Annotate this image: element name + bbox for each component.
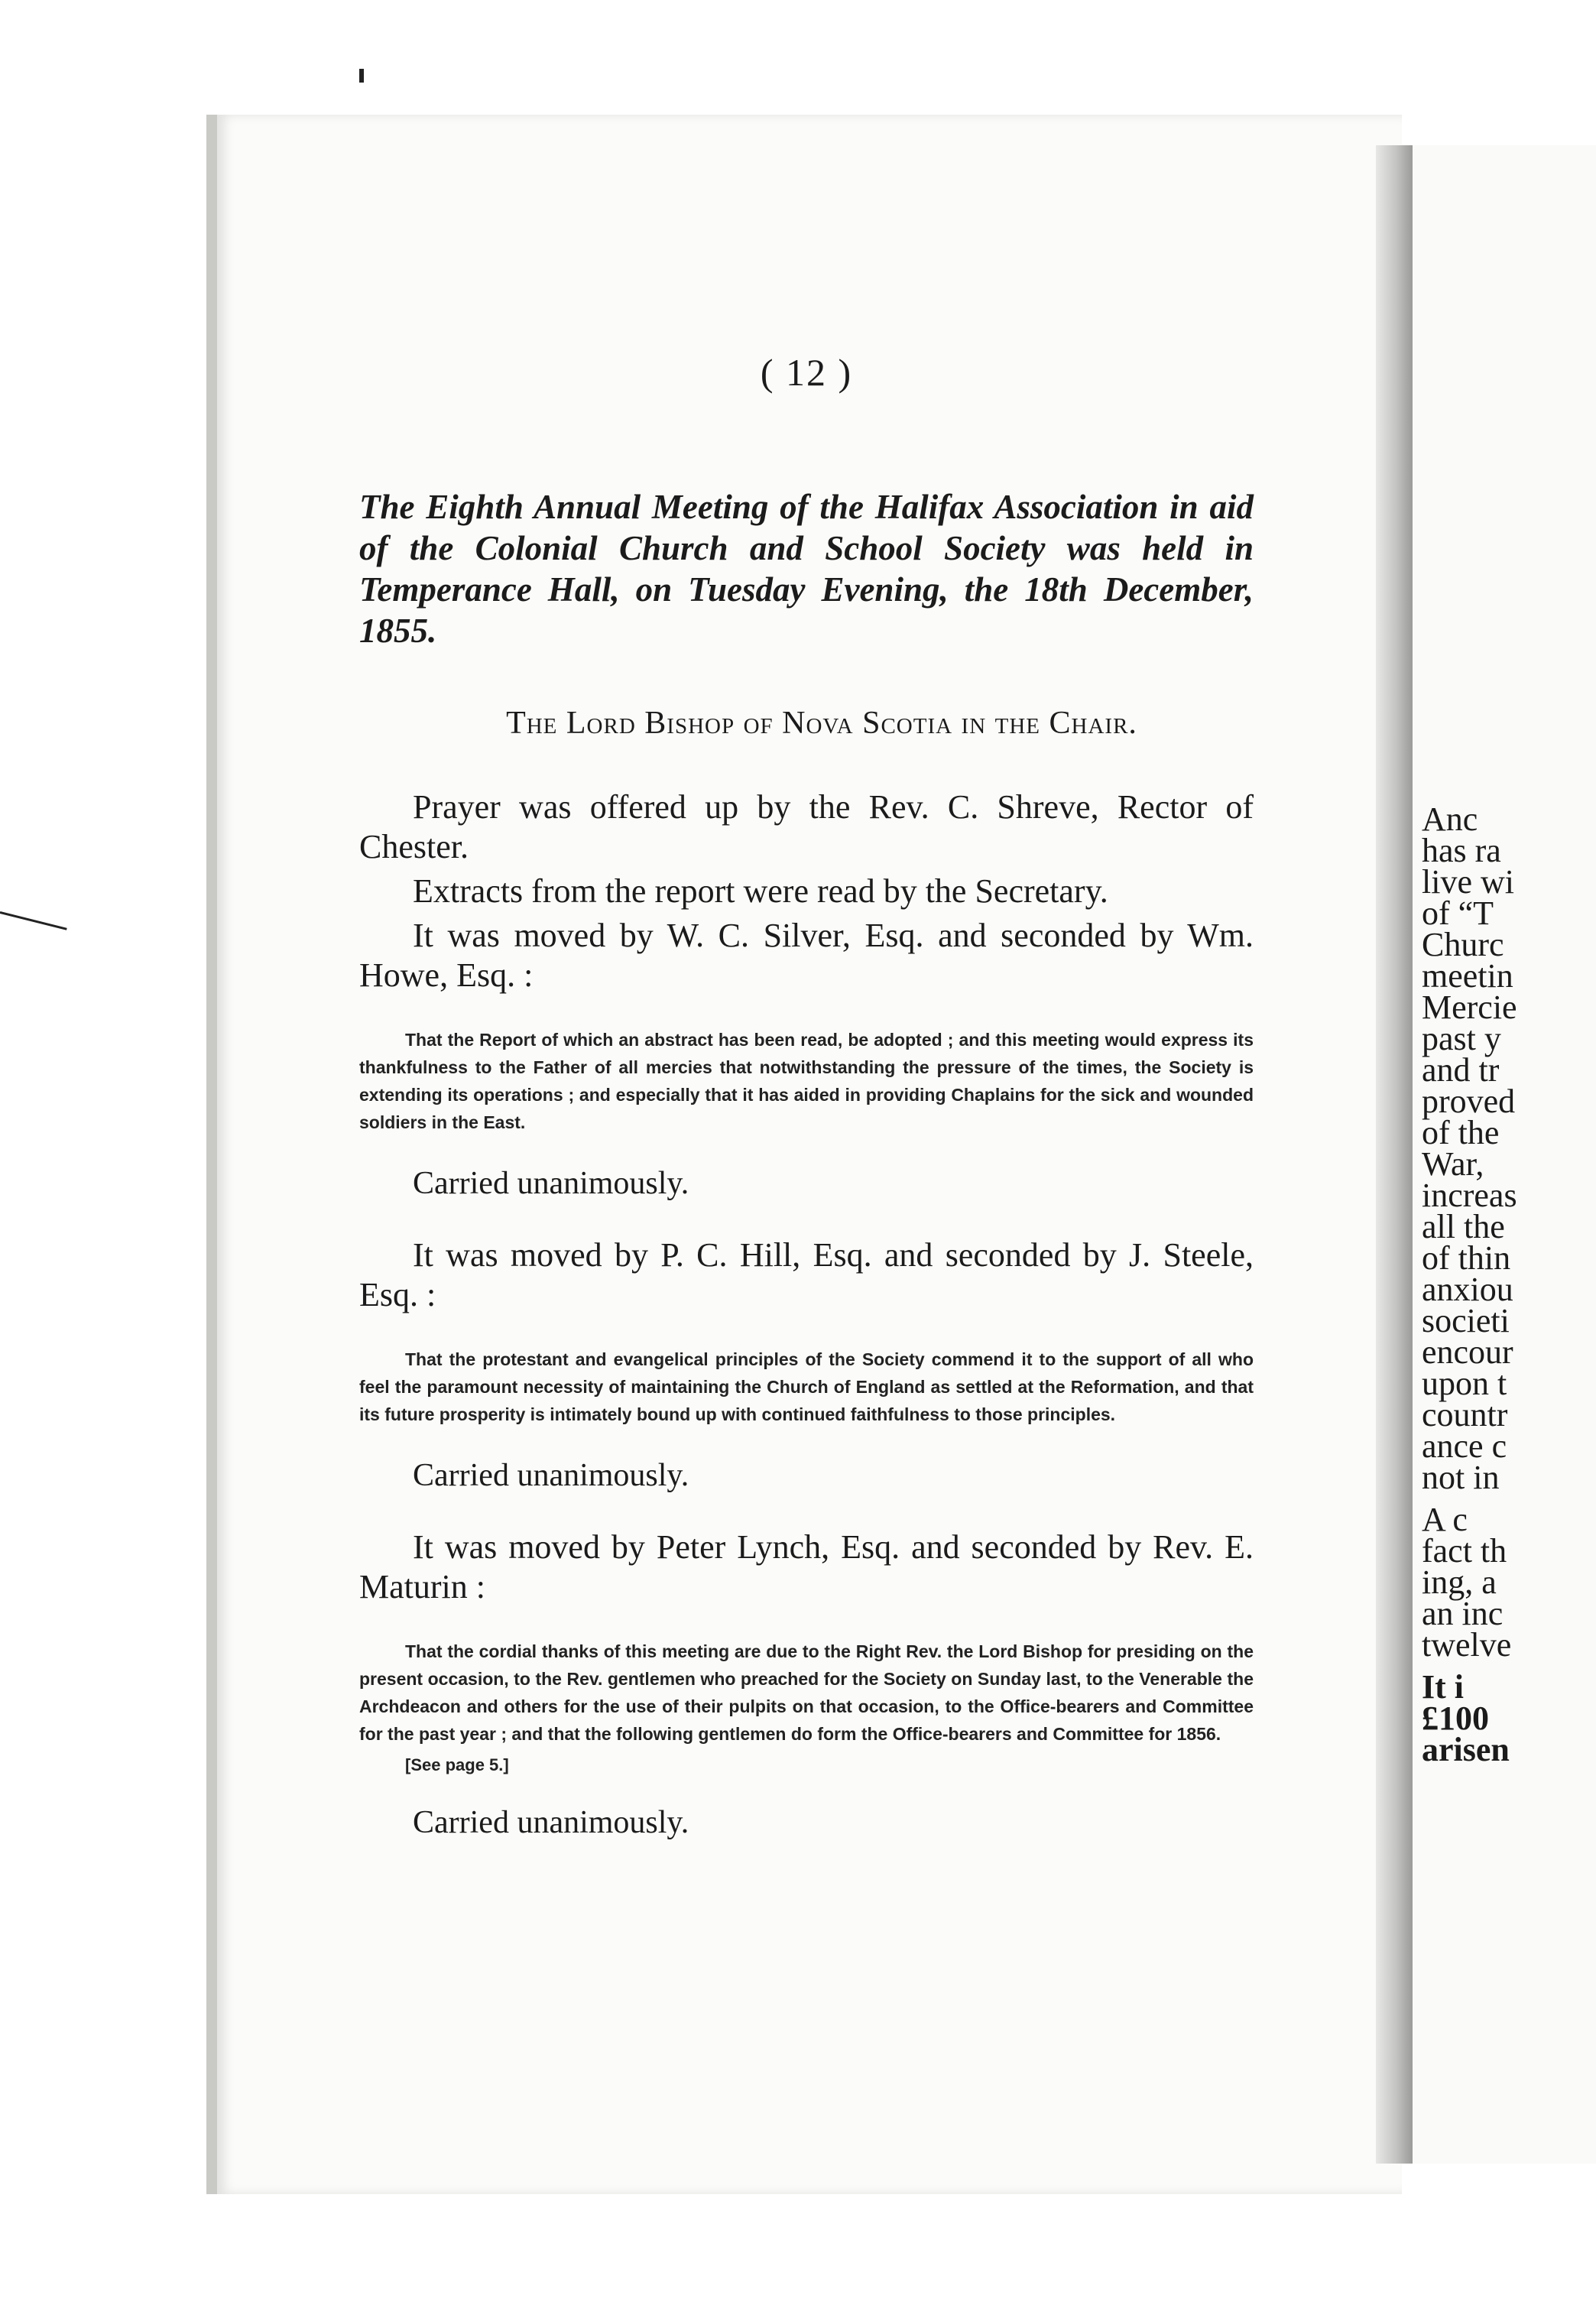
right-page-line: A c [1422,1501,1468,1538]
right-page-line: meetin [1422,957,1513,995]
right-page-line: It i [1422,1668,1464,1706]
right-page-line: ing, a [1422,1563,1497,1601]
right-page-line: of “T [1422,894,1494,932]
page-number: ( 12 ) [760,351,853,394]
right-page-line: of the [1422,1114,1500,1151]
right-page-line: £100 [1422,1700,1489,1737]
right-page-line: proved [1422,1083,1516,1120]
page-content [359,336,1254,1875]
scan-mark [359,69,364,83]
resolution-1: That the Report of which an abstract has been read, be adopted ; and this meeting would express its thankfulness to the Father of all mercies that notwithstanding the pressure of the times, the Society is extending its operations ; and especially that it has aided in providing Chaplains for the sick and wounded soldiers in the East. [359,1030,1254,1132]
extracts-paragraph: Extracts from the report were read by the Secretary. [413,872,1108,910]
right-page-line: Churc [1422,926,1504,963]
chair-heading: The Lord Bishop of Nova Scotia in the Chair. [506,706,1137,741]
right-page-line: fact th [1422,1532,1507,1570]
motion-2: It was moved by P. C. Hill, Esq. and seconded by J. Steele, Esq. : [359,1236,1254,1313]
right-page-line: all the [1422,1208,1505,1245]
right-page-line: Anc [1422,800,1478,838]
page-gutter [1376,145,1413,2164]
right-page-line: and tr [1422,1051,1500,1089]
right-page-line: encour [1422,1333,1513,1371]
right-page-line: of thin [1422,1239,1511,1277]
carried-2: Carried unanimously. [413,1458,689,1493]
right-page-line: increas [1422,1177,1517,1214]
resolution-2: That the protestant and evangelical principles of the Society commend it to the support of all who feel the paramount necessity of maintaining the Church of England as settled at the Reformation, and that its future prosperity is intimately bound up with continued faithfulness to those principles. [359,1349,1254,1424]
right-page-line: ance c [1422,1427,1507,1465]
right-page-line: countr [1422,1396,1508,1433]
motion-1: It was moved by W. C. Silver, Esq. and seconded by Wm. Howe, Esq. : [359,917,1254,994]
right-page-line: anxiou [1422,1271,1513,1308]
motion-3: It was moved by Peter Lynch, Esq. and seconded by Rev. E. Maturin : [359,1528,1254,1605]
right-page-line: an inc [1422,1595,1504,1632]
right-page [1413,145,1596,2164]
right-page-line: has ra [1422,832,1501,869]
right-page-line: not in [1422,1459,1500,1496]
carried-1: Carried unanimously. [413,1166,689,1201]
prayer-paragraph: Prayer was offered up by the Rev. C. Shreve, Rector of Chester. [359,788,1254,865]
resolution-3: That the cordial thanks of this meeting are due to the Right Rev. the Lord Bishop for presiding on the present occasion, to the Rev. gentlemen who preached for the Society on Sunday last, to the Venerable the Archdeacon and others for the use of their pulpits on that occasion, to the Office-bearers and Committee for the past year ; and that the following gentlemen do form the Office-bearers and Committee for 1856. [359,1641,1254,1744]
right-page-line: War, [1422,1145,1484,1183]
see-page-note: [See page 5.] [405,1755,509,1774]
right-page-line: past y [1422,1020,1501,1057]
right-page-line: upon t [1422,1365,1507,1402]
right-page-line: societi [1422,1302,1510,1339]
right-page-line: Mercie [1422,989,1517,1026]
right-page-line: twelve [1422,1626,1512,1664]
right-page-line: arisen [1422,1731,1510,1768]
right-page-line: live wi [1422,863,1514,901]
carried-3: Carried unanimously. [413,1805,689,1840]
scan-mark [0,911,67,930]
meeting-intro: The Eighth Annual Meeting of the Halifax Association in aid of the Colonial Church and School Society was held in Temperance Hall, on Tuesday Evening, the 18th December, 1855. [359,488,1254,650]
